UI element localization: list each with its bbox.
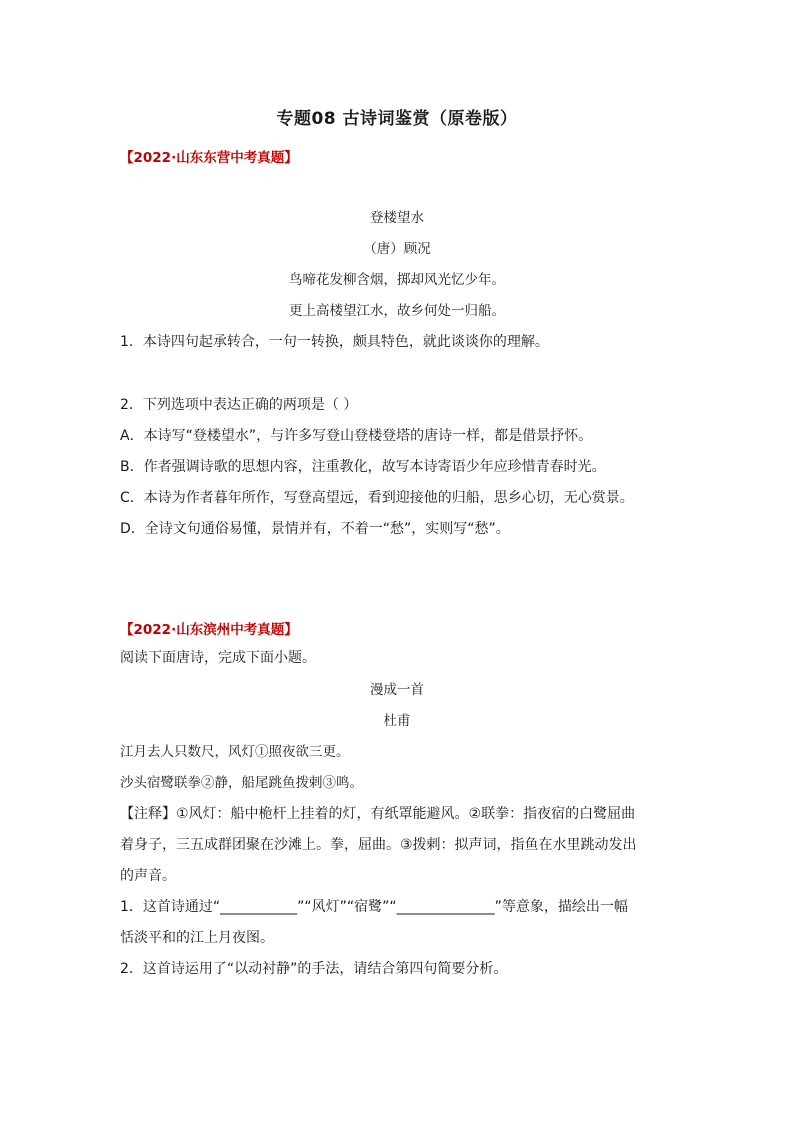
document-title: 专题08 古诗词鉴赏（原卷版）	[276, 109, 518, 129]
poem-line: 鸟啼花发柳含烟，掷却风光忆少年。	[289, 272, 505, 288]
question-1: 1．本诗四句起承转合，一句一转换，颇具特色，就此谈谈你的理解。	[120, 334, 549, 350]
poem-title: 漫成一首	[370, 682, 424, 698]
annotation-line: 着身子，三五成群团聚在沙滩上。拳，屈曲。③拨剌：拟声词，指鱼在水里跳动发出	[120, 837, 637, 853]
poem-line: 江月去人只数尺，风灯①照夜欲三更。	[120, 744, 350, 760]
option-b: B．作者强调诗歌的思想内容，注重教化，故写本诗寄语少年应珍惜青春时光。	[120, 459, 606, 475]
question-1-line: 恬淡平和的江上月夜图。	[120, 930, 274, 946]
section-tag-binzhou: 【2022·山东滨州中考真题】	[120, 622, 298, 638]
annotation-line: 【注释】①风灯：船中桅杆上挂着的灯，有纸罩能避风。②联拳：指夜宿的白鹭屈曲	[120, 806, 636, 822]
section-tag-dongying: 【2022·山东东营中考真题】	[120, 150, 298, 166]
poem-author: （唐）顾况	[363, 241, 431, 257]
question-2: 2．下列选项中表达正确的两项是（ ）	[120, 397, 358, 413]
question-1-line: 1．这首诗通过“___________”“风灯”“宿鹭”“______________”等意象，描绘出一幅	[120, 899, 628, 915]
poem-line: 沙头宿鹭联拳②静，船尾跳鱼拨剌③鸣。	[120, 775, 363, 791]
poem-line: 更上高楼望江水，故乡何处一归船。	[289, 303, 505, 319]
annotation-line: 的声音。	[120, 868, 176, 884]
poem-author: 杜甫	[383, 713, 411, 729]
option-d: D．全诗文句通俗易懂，景情并有，不着一“愁”，实则写“愁”。	[120, 521, 510, 537]
section-intro: 阅读下面唐诗，完成下面小题。	[120, 650, 316, 666]
question-2: 2．这首诗运用了“以动衬静”的手法，请结合第四句简要分析。	[120, 961, 508, 977]
option-c: C．本诗为作者暮年所作，写登高望远，看到迎接他的归船，思乡心切，无心赏景。	[120, 490, 634, 506]
option-a: A．本诗写“登楼望水”，与许多写登山登楼登塔的唐诗一样，都是借景抒怀。	[120, 428, 593, 444]
poem-title: 登楼望水	[370, 210, 424, 226]
